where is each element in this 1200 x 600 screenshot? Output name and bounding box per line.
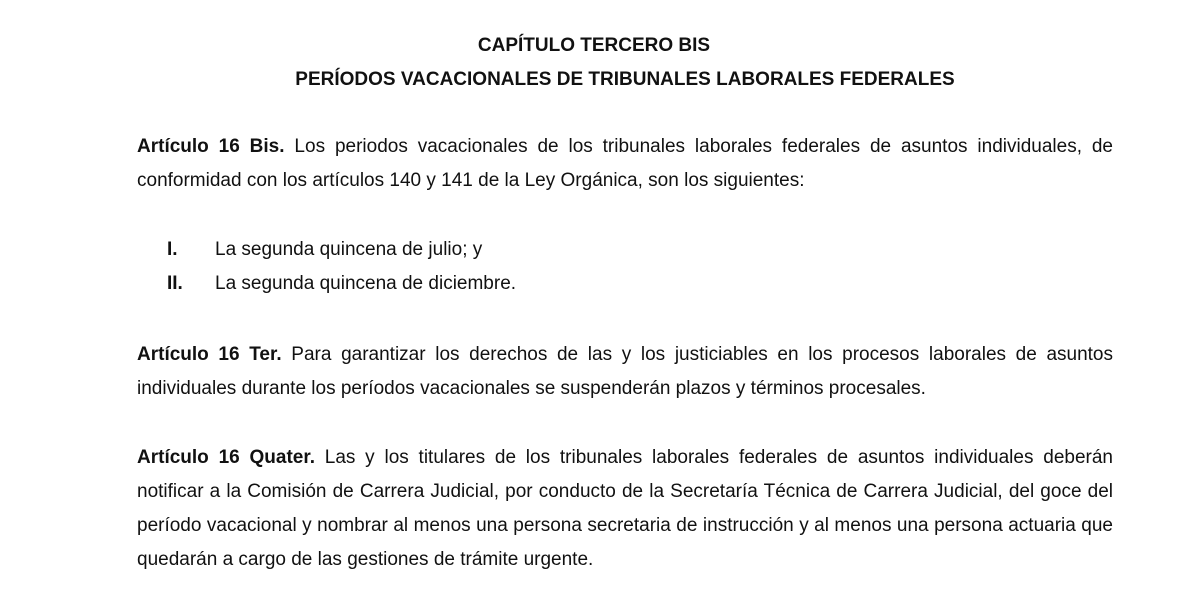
list-item-text: La segunda quincena de julio; y [215,239,483,260]
article-text: Los periodos vacacionales de los tribunales laborales federales de asuntos individuales, de conformidad con los artículos 140 y 141 de la Ley Orgánica, son los siguientes: [137,136,1114,191]
list-numeral: I. [167,239,178,260]
list-numeral: II. [167,273,183,294]
vacation-periods-list [137,233,1113,301]
article-text: Para garantizar los derechos de las y los justiciables en los procesos laborales de asuntos individuales durante los períodos vacacionales se suspenderán plazos y términos procesales. [137,344,1114,399]
article-label: Artículo 16 Ter. [137,344,282,365]
article-label: Artículo 16 Quater. [137,447,315,468]
article-16-bis [137,130,1113,198]
list-item [137,267,1113,301]
list-item-text: La segunda quincena de diciembre. [215,273,517,294]
list-item [137,233,1113,267]
article-text: Las y los titulares de los tribunales laborales federales de asuntos individuales deberán notificar a la Comisión de Carrera Judicial, por conducto de la Secretaría Técnica de Carrera Judicial, del goce del período vacacional y nombrar al menos una persona secretaria de instrucción y al menos una persona actuaria que quedarán a cargo de las gestiones de trámite urgente. [137,447,1113,570]
chapter-title: CAPÍTULO TERCERO BIS [477,35,711,56]
article-label: Artículo 16 Bis. [137,136,285,157]
article-16-ter [137,338,1113,406]
chapter-subtitle: PERÍODOS VACACIONALES DE TRIBUNALES LABORALES FEDERALES [295,69,955,90]
article-16-quater [137,441,1113,577]
